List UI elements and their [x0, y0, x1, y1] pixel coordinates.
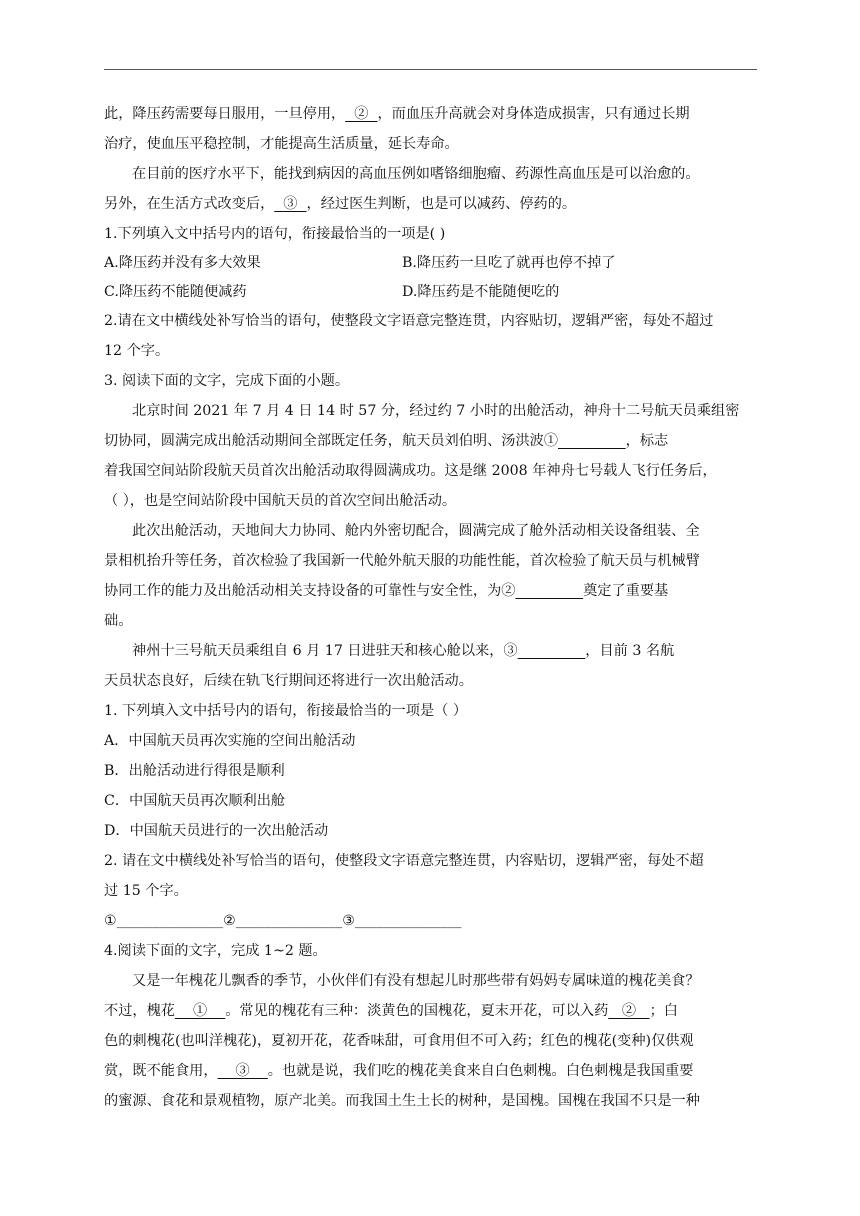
line-text: 1. 下列填入文中括号内的语句，衔接最恰当的一项是（ ） [104, 703, 468, 719]
line-text: 色的刺槐花(也叫洋槐花)，夏初开花，花香味甜，可食用但不可入药；红色的槐花(变种)仅供观 [104, 1033, 694, 1049]
text-line [104, 1091, 700, 1111]
text-line [104, 821, 328, 841]
text-line [104, 911, 461, 931]
answer-blank [558, 433, 626, 449]
line-text: C．中国航天员再次顺利出舱 [104, 793, 286, 809]
text-line [104, 611, 132, 631]
line-text: 在目前的医疗水平下，能找到病因的高血压例如嗜铬细胞瘤、药源性高血压是可以治愈的。 [132, 166, 700, 182]
line-text: C.降压药不能随便减药 [104, 284, 247, 300]
text-line [104, 671, 473, 691]
text-line [104, 282, 247, 302]
text-line [104, 941, 327, 961]
text-line [104, 134, 459, 154]
line-text: 另外，在生活方式改变后， [104, 196, 275, 212]
text-line [104, 431, 668, 451]
text-line [132, 641, 674, 661]
line-text: 协同工作的能力及出舱活动相关支持设备的可靠性与安全性，为② [104, 583, 516, 599]
answer-blank: ② [345, 106, 378, 122]
text-line [104, 311, 713, 331]
line-text: 。常见的槐花有三种：淡黄色的国槐花，夏末开花，可以入药 [225, 1003, 609, 1019]
text-line [104, 104, 690, 124]
text-line [402, 282, 559, 302]
text-line [132, 521, 700, 541]
text-line [104, 791, 285, 811]
line-text: 赏，既不能食用， [104, 1063, 218, 1079]
line-text: 又是一年槐花儿飘香的季节，小伙伴们有没有想起儿时那些带有妈妈专属味道的槐花美食？ [132, 973, 700, 989]
line-text: 。也就是说，我们吃的槐花美食来自白色刺槐。白色刺槐是我国重要 [267, 1063, 694, 1079]
line-text: 过 15 个字。 [104, 883, 188, 899]
text-line [104, 881, 188, 901]
line-text: B.降压药一旦吃了就再也停不掉了 [402, 255, 616, 271]
line-text: 1.下列填入文中括号内的语句，衔接最恰当的一项是( ) [104, 226, 446, 242]
answer-blank: ① [174, 1003, 226, 1019]
line-text: 切协同，圆满完成出舱活动期间全部既定任务，航天员刘伯明、汤洪波① [104, 433, 559, 449]
text-line [104, 491, 456, 511]
line-text: 治疗，使血压平稳控制，才能提高生活质量，延长寿命。 [104, 136, 459, 152]
text-line [104, 371, 349, 391]
line-text: 的蜜源、食花和景观植物，原产北美。而我国土生土长的树种，是国槐。国槐在我国不只是一种 [104, 1093, 700, 1109]
line-text: ，标志 [625, 433, 669, 449]
line-text: ，目前 3 名航 [585, 643, 675, 659]
text-line [104, 761, 285, 781]
line-text: 着我国空间站阶段航天员首次出舱活动取得圆满成功。这是继 2008 年神舟七号载人飞行任务后， [104, 463, 717, 479]
line-text: D．中国航天员进行的一次出舱活动 [104, 823, 329, 839]
text-line [132, 401, 739, 421]
line-text: 础。 [104, 613, 133, 629]
text-line [104, 253, 261, 273]
text-line [104, 551, 700, 571]
line-text: （ ），也是空间站阶段中国航天员的首次空间出舱活动。 [104, 493, 457, 509]
text-line [104, 851, 704, 871]
text-line [104, 1031, 694, 1051]
text-line [104, 1061, 693, 1081]
line-text: 神州十三号航天员乘组自 6 月 17 日进驻天和核心舱以来，③ [132, 643, 518, 659]
line-text: 此次出舱活动，天地间大力协同、舱内外密切配合，圆满完成了舱外活动相关设备组装、全 [132, 523, 700, 539]
text-line [104, 461, 717, 481]
line-text: D.降压药是不能随便吃的 [402, 284, 560, 300]
text-line [104, 194, 576, 214]
line-text: 2.请在文中横线处补写恰当的语句，使整段文字语意完整连贯，内容贴切，逻辑严密，每处不超过 [104, 313, 714, 329]
text-line [104, 731, 355, 751]
text-line [104, 1001, 678, 1021]
line-text: ，经过医生判断，也是可以减药、停药的。 [306, 196, 577, 212]
line-text: ①_______________②_______________③_______________ [104, 913, 462, 929]
text-line [132, 164, 700, 184]
line-text: A.降压药并没有多大效果 [104, 255, 261, 271]
line-text: ；白 [649, 1003, 678, 1019]
text-line [402, 253, 616, 273]
answer-blank: ② [608, 1003, 650, 1019]
header-rule [104, 69, 757, 70]
text-line [132, 971, 700, 991]
line-text: A．中国航天员再次实施的空间出舱活动 [104, 733, 356, 749]
line-text: 2. 请在文中横线处补写恰当的语句，使整段文字语意完整连贯，内容贴切，逻辑严密，每处不超 [104, 853, 704, 869]
text-line [104, 341, 169, 361]
answer-blank: ③ [274, 196, 307, 212]
line-text: 奠定了重要基 [583, 583, 669, 599]
line-text: 4.阅读下面的文字，完成 1~2 题。 [104, 943, 327, 959]
line-text: 北京时间 2021 年 7 月 4 日 14 时 57 分，经过约 7 小时的出舱活动，神舟十二号航天员乘组密 [132, 403, 740, 419]
line-text: 3. 阅读下面的文字，完成下面的小题。 [104, 373, 350, 389]
text-line [104, 701, 467, 721]
text-line [104, 224, 445, 244]
line-text: 不过，槐花 [104, 1003, 175, 1019]
answer-blank [515, 583, 583, 599]
line-text: 天员状态良好，后续在轨飞行期间还将进行一次出舱活动。 [104, 673, 473, 689]
answer-blank [518, 643, 586, 659]
line-text: 景相机抬升等任务，首次检验了我国新一代舱外航天服的功能性能，首次检验了航天员与机械臂 [104, 553, 700, 569]
line-text: B．出舱活动进行得很是顺利 [104, 763, 285, 779]
line-text: 12 个字。 [104, 343, 170, 359]
text-line [104, 581, 668, 601]
line-text: ，而血压升高就会对身体造成损害，只有通过长期 [377, 106, 690, 122]
line-text: 此，降压药需要每日服用，一旦停用， [104, 106, 346, 122]
answer-blank: ③ [217, 1063, 268, 1079]
